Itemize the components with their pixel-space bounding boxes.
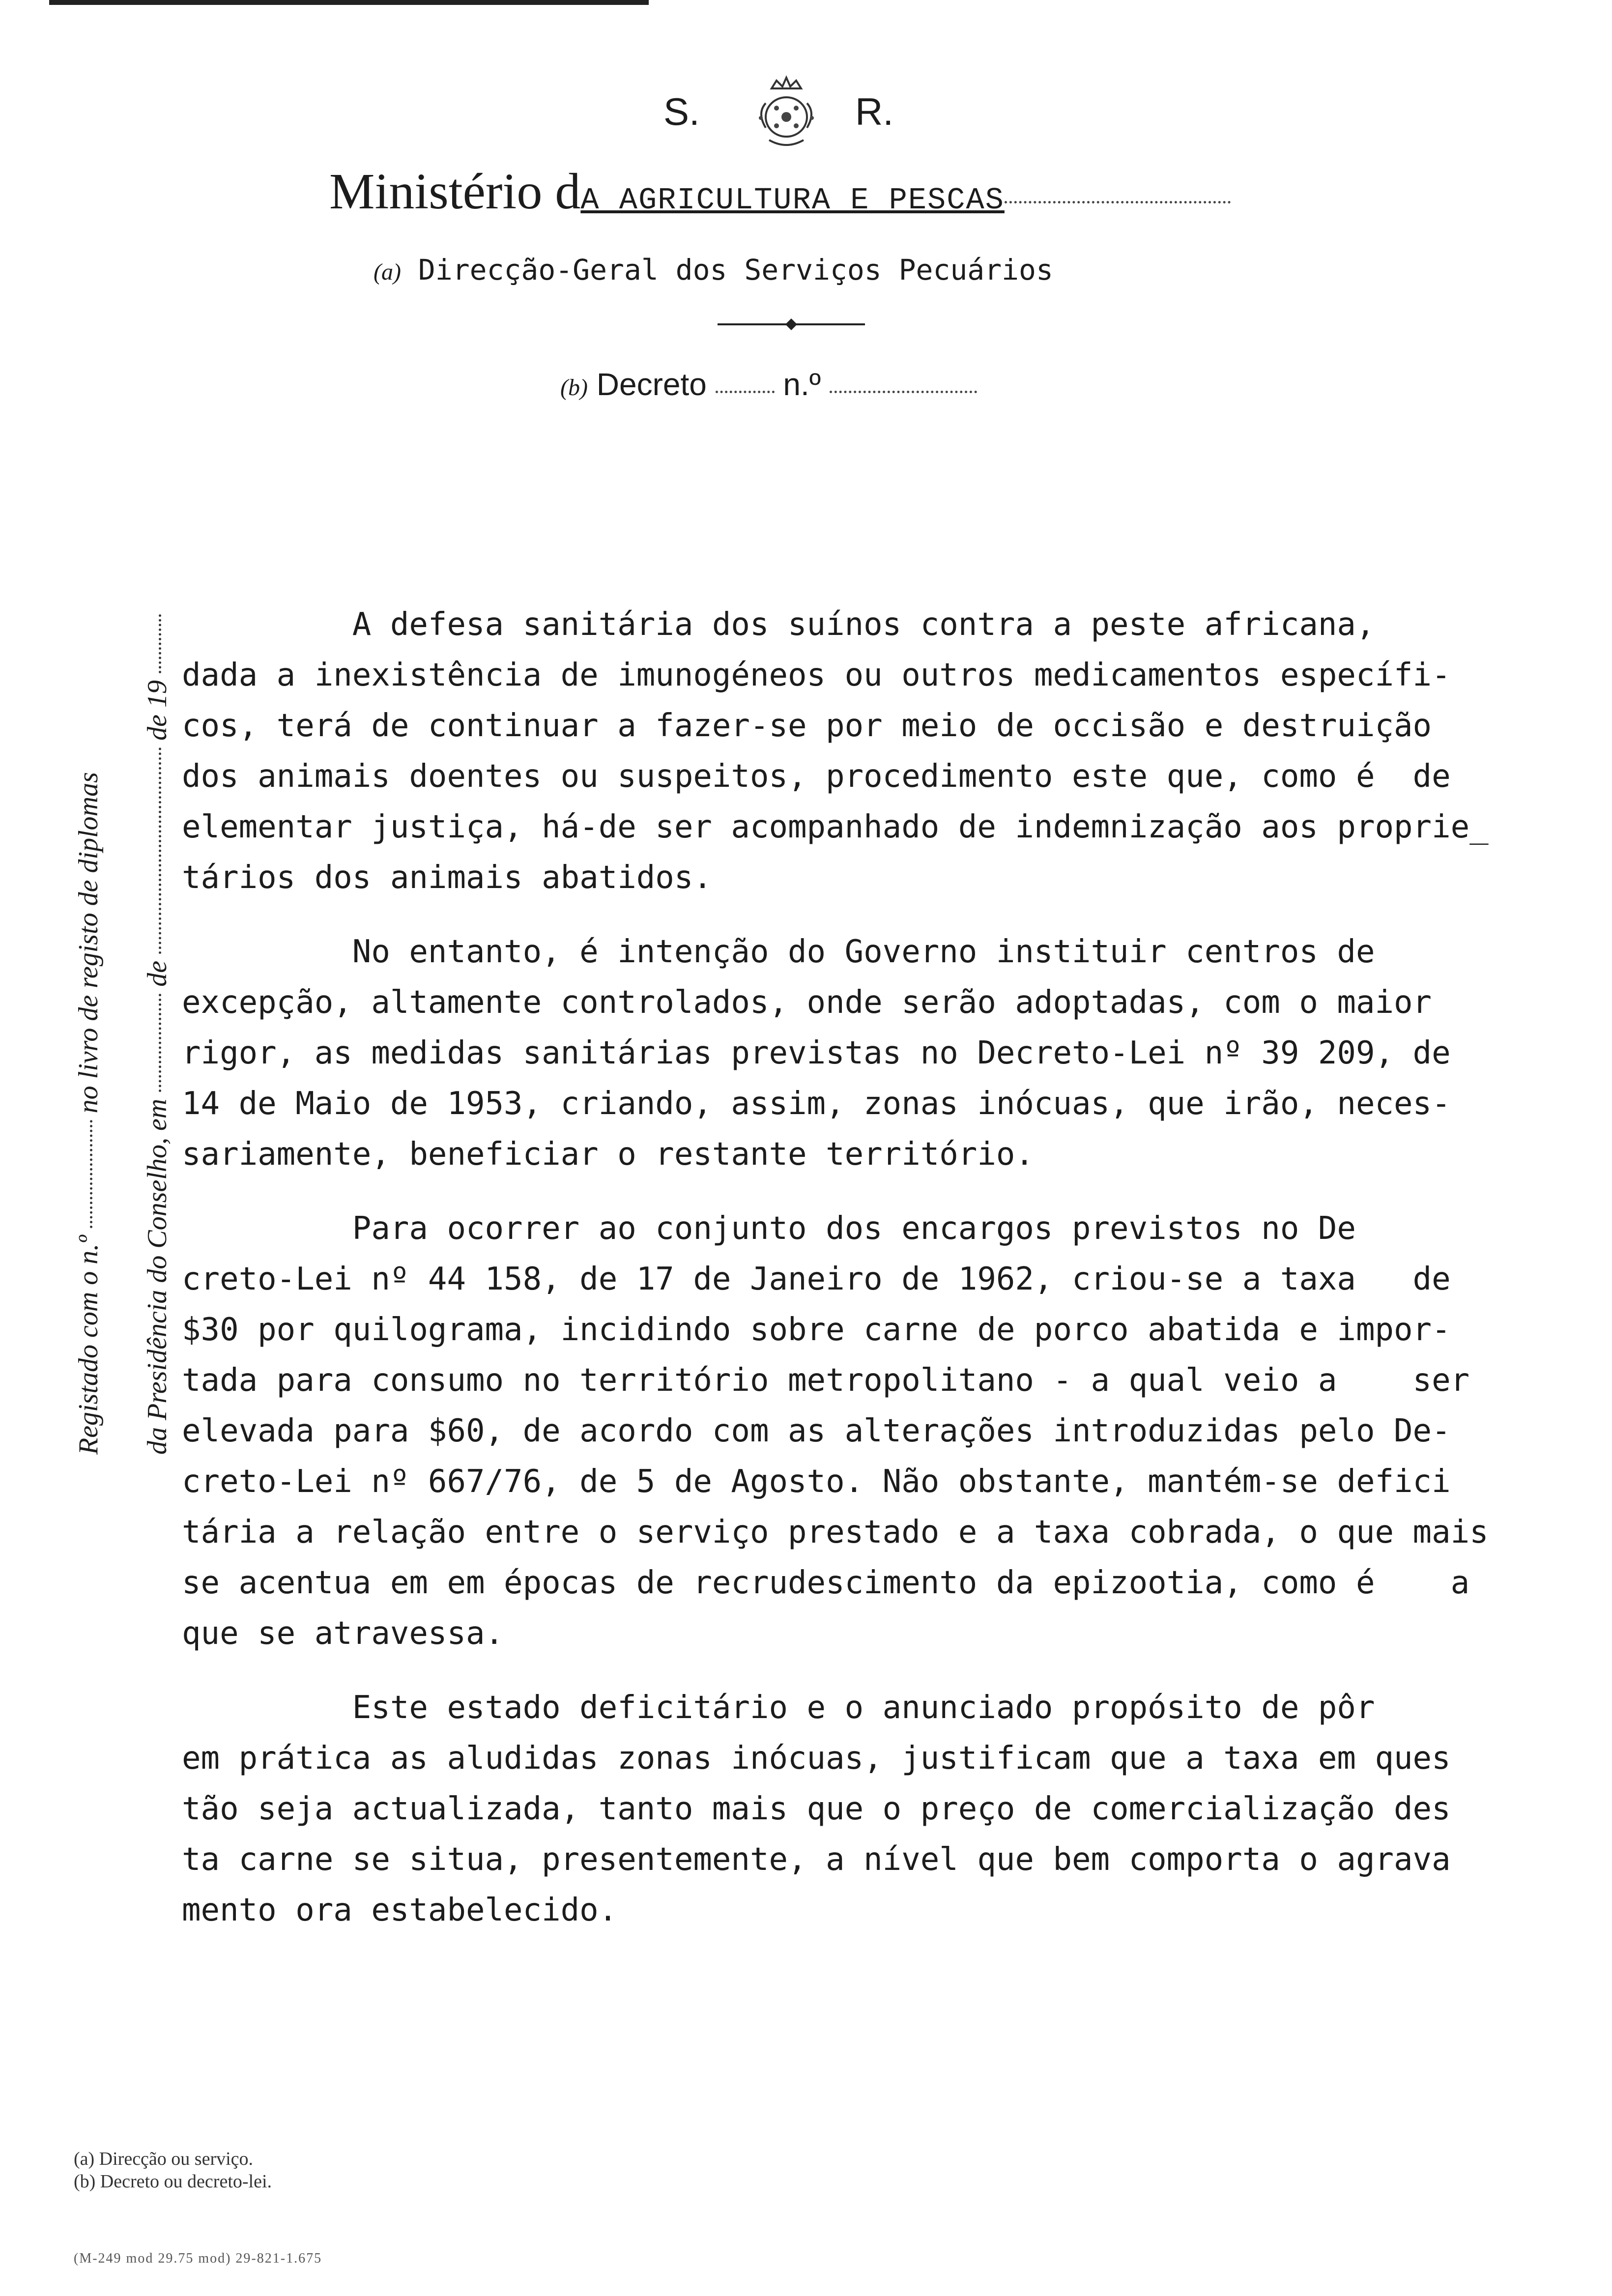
header-letter-s: S. [663, 90, 700, 133]
header-letter-r: R. [855, 90, 893, 133]
text-line: tada para consumo no território metropolitano - a qual veio a ser [182, 1362, 1470, 1399]
paragraph-3 [182, 1204, 1553, 1659]
text-line: A defesa sanitária dos suínos contra a peste africana, [182, 606, 1375, 643]
paragraph-2 [182, 927, 1553, 1180]
text-line: sariamente, beneficiar o restante território. [182, 1136, 1034, 1173]
text-line: elevada para $60, de acordo com as alterações introduzidas pelo De- [182, 1413, 1451, 1449]
text-line: tão seja actualizada, tanto mais que o preço de comercialização des [182, 1791, 1451, 1827]
text-line: Este estado deficitário e o anunciado propósito de pôr [182, 1690, 1375, 1726]
text-line: 14 de Maio de 1953, criando, assim, zonas inócuas, que irão, neces- [182, 1086, 1451, 1122]
text-line: creto-Lei nº 667/76, de 5 de Agosto. Não obstante, mantém-se defici [182, 1464, 1451, 1500]
margin-note-registered: Registado com o n.º [73, 1235, 104, 1455]
ministry-name: A AGRICULTURA E PESCAS [580, 183, 1005, 218]
margin-note-line-2 [123, 570, 192, 1455]
text-line: se acentua em em épocas de recrudescimento da epizootia, como é a [182, 1565, 1470, 1601]
text-line: elementar justiça, há-de ser acompanhado de indemnização aos proprie_ [182, 809, 1489, 845]
state-header [663, 74, 939, 152]
decree-number-label: n.º [783, 367, 821, 402]
text-line: dos animais doentes ou suspeitos, procedimento este que, como é de [182, 758, 1451, 795]
margin-note-line-1 [54, 570, 123, 1455]
registration-margin-note [54, 570, 192, 1455]
text-line: tária a relação entre o serviço prestado e a taxa cobrada, o que mais [182, 1514, 1489, 1550]
text-line: $30 por quilograma, incidindo sobre carne de porco abatida e impor- [182, 1312, 1451, 1348]
ministry-prefix: Ministério d [329, 163, 581, 220]
text-line: cos, terá de continuar a fazer-se por meio de occisão e destruição [182, 708, 1432, 744]
decree-body [182, 600, 1553, 1959]
text-line: rigor, as medidas sanitárias previstas no Decreto-Lei nº 39 209, de [182, 1035, 1451, 1071]
text-line: em prática as aludidas zonas inócuas, justificam que a taxa em ques [182, 1740, 1451, 1777]
margin-note-book: no livro de registo de diplomas [73, 772, 104, 1114]
text-line: mento ora estabelecido. [182, 1892, 618, 1928]
top-border-line [49, 0, 649, 5]
paragraph-1 [182, 600, 1553, 903]
text-line: tários dos animais abatidos. [182, 860, 712, 896]
decree-label: Decreto [596, 367, 707, 402]
margin-note-de-1: de [142, 960, 173, 987]
footnote-b: (b) Decreto ou decreto-lei. [74, 2171, 272, 2192]
text-line: Para ocorrer ao conjunto dos encargos previstos no De [182, 1210, 1356, 1247]
text-line: ta carne se situa, presentemente, a nível que bem comporta o agrava [182, 1841, 1451, 1878]
decree-number-blank [830, 391, 977, 393]
print-code: (M-249 mod 29.75 mod) 29-821-1.675 [74, 2251, 322, 2266]
decree-marker: (b) [560, 374, 588, 401]
margin-note-presidency: da Presidência do Conselho, em [142, 1098, 173, 1455]
direction-text: Direcção-Geral dos Serviços Pecuários [418, 253, 1053, 287]
coat-of-arms-icon [737, 74, 835, 152]
text-line: No entanto, é intenção do Governo instituir centros de [182, 934, 1375, 970]
margin-note-de-19: de 19 [142, 680, 173, 741]
text-line: que se atravessa. [182, 1615, 504, 1652]
ornament-divider [718, 315, 865, 334]
text-line: excepção, altamente controlados, onde serão adoptadas, com o maior [182, 984, 1432, 1021]
text-line: creto-Lei nº 44 158, de 17 de Janeiro de 1962, criou-se a taxa de [182, 1261, 1451, 1297]
ministry-fill-line [1005, 201, 1231, 203]
direction-line [374, 253, 1053, 287]
direction-marker: (a) [374, 259, 401, 285]
footnotes [74, 2148, 272, 2193]
decree-type-blank [716, 391, 775, 393]
footnote-a: (a) Direcção ou serviço. [74, 2149, 254, 2169]
paragraph-4 [182, 1683, 1553, 1936]
text-line: dada a inexistência de imunogéneos ou outros medicamentos específi- [182, 657, 1451, 693]
decree-line [560, 366, 977, 402]
ministry-title [329, 162, 1263, 221]
